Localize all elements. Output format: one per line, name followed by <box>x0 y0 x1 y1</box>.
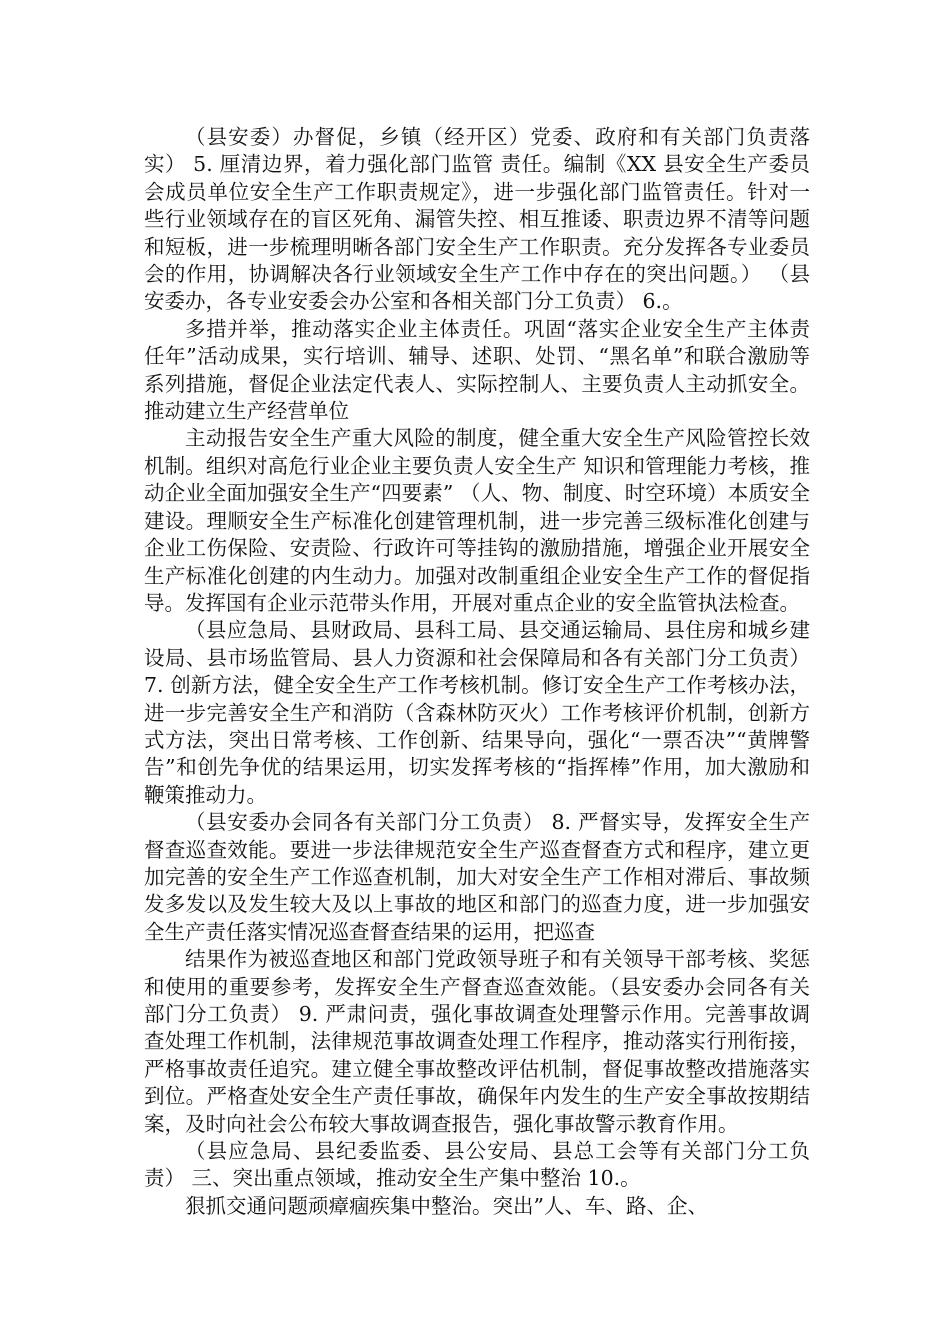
paragraph-8: 狠抓交通问题顽瘴痼疾集中整治。突出”人、车、路、企、 <box>185 1193 708 1218</box>
document-body <box>144 124 810 1220</box>
paragraph-4: （县应急局、县财政局、县科工局、县交通运输局、县住房和城乡建设局、县市场监管局、县人力资源和社会保障局和各有关部门分工负责） 7. 创新方法，健全安全生产工作考核机制。修订安全生产工作考核办法，进一步完善安全生产和消防（含森林防灭火）工作考核评价机制，创新方式方法，突出日常考核、工作创新、结果导向，强化“一票否决”“黄牌警告”和创先争优的结果运用，切实发挥考核的“指挥棒”作用，加大激励和鞭策推动力。 <box>144 618 810 807</box>
paragraph-3: 主动报告安全生产重大风险的制度，健全重大安全生产风险管控长效机制。组织对高危行业企业主要负责人安全生产 知识和管理能力考核，推动企业全面加强安全生产“四要素” （人、物、制度、时空环境）本质安全建设。理顺安全生产标准化创建管理机制，进一步完善三级标准化创建与企业工伤保险、安责险、行政许可等挂钩的激励措施，增强企业开展安全生产标准化创建的内生动力。加强对改制重组企业安全生产工作的督促指导。发挥国有企业示范带头作用，开展对重点企业的安全监管执法检查。 <box>144 426 810 615</box>
paragraph-7: （县应急局、县纪委监委、县公安局、县总工会等有关部门分工负责） 三、突出重点领域，推动安全生产集中整治 10.。 <box>144 1139 810 1191</box>
paragraph-6: 结果作为被巡查地区和部门党政领导班子和有关领导干部考核、奖惩和使用的重要参考，发挥安全生产督查巡查效能。（县安委办会同各有关部门分工负责） 9. 严肃问责，强化事故调查处理警示作用。完善事故调查处理工作机制，法律规范事故调查处理工作程序，推动落实行刑衔接，严格事故责任追究。建立健全事故整改评估机制，督促事故整改措施落实到位。严格查处安全生产责任事故，确保年内发生的生产安全事故按期结案，及时向社会公布较大事故调查报告，强化事故警示教育作用。 <box>144 947 810 1136</box>
paragraph-5: （县安委办会同各有关部门分工负责） 8. 严督实导，发挥安全生产督查巡查效能。要进一步法律规范安全生产巡查督查方式和程序，建立更加完善的安全生产工作巡查机制，加大对安全生产工作相对滞后、事故频发多发以及发生较大及以上事故的地区和部门的巡查力度，进一步加强安全生产责任落实情况巡查督查结果的运用，把巡查 <box>144 810 810 944</box>
paragraph-2: 多措并举，推动落实企业主体责任。巩固“落实企业安全生产主体责任年”活动成果，实行培训、辅导、述职、处罚、“黑名单”和联合激励等系列措施，督促企业法定代表人、实际控制人、主要负责人主动抓安全。推动建立生产经营单位 <box>144 316 810 424</box>
paragraph-1: （县安委）办督促，乡镇（经开区）党委、政府和有关部门负责落实） 5. 厘清边界，着力强化部门监管 责任。编制《XX 县安全生产委员会成员单位安全生产工作职责规定》，进一步强化部门监管责任。针对一些行业领域存在的盲区死角、漏管失控、相互推诿、职责边界不清等问题和短板，进一步梳理明晰各部门安全生产工作职责。充分发挥各专业委员会的作用，协调解决各行业领域安全生产工作中存在的突出问题。） （县安委办，各专业安委会办公室和各相关部门分工负责） 6.。 <box>144 125 810 314</box>
